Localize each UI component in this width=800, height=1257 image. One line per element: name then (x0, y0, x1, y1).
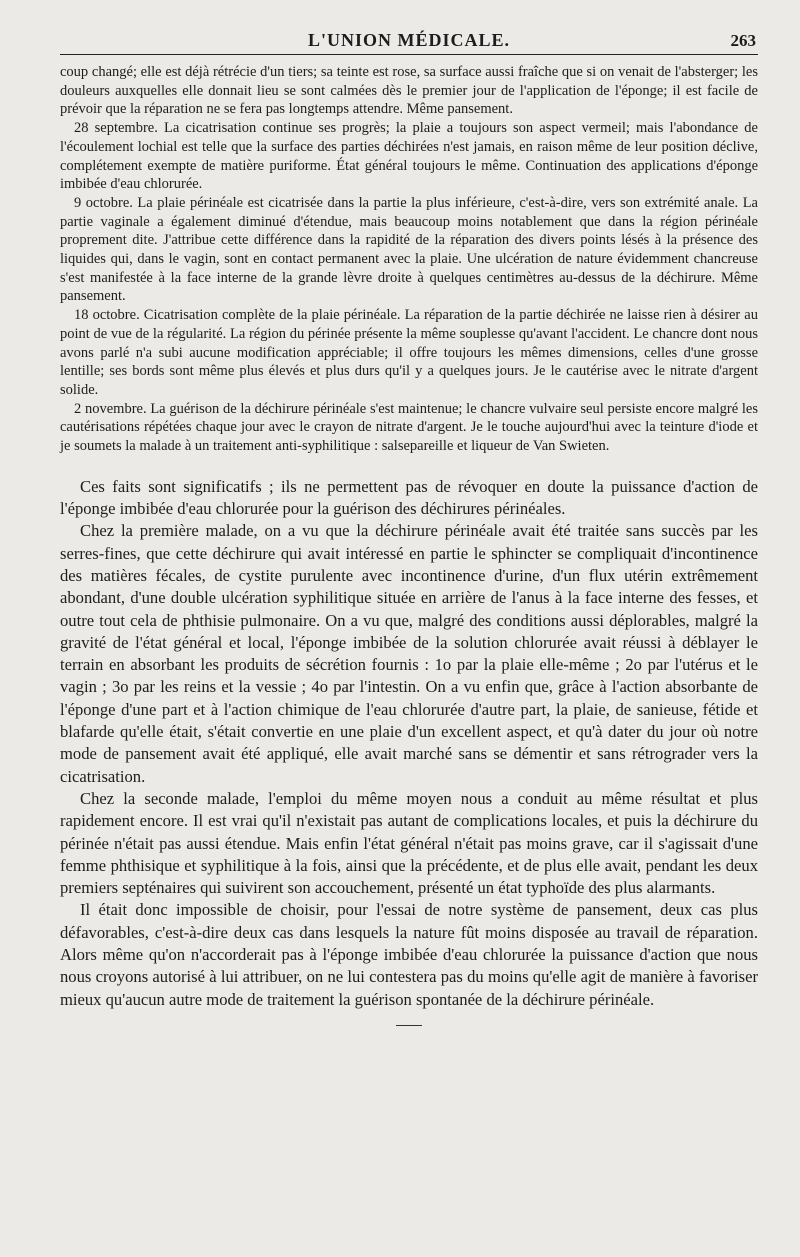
case-note-paragraph: 9 octobre. La plaie périnéale est cicatrisée dans la partie la plus inférieure, c'est-à-dire, vers son extrémité anale. La partie vaginale a également diminué d'étendue, mais beaucoup moins notablement que dans la région périnéale proprement dite. J'attribue cette différence dans la rapidité de la réparation des divers points lésés à la présence des liquides qui, dans le vagin, sont en contact permanent avec la plaie. Une ulcération de nature évidemment chancreuse s'est manifestée à la face interne de la grande lèvre droite à quelques centimètres au-dessus de la déchirure. Même pansement. (60, 194, 758, 305)
discussion-paragraph: Ces faits sont significatifs ; ils ne permettent pas de révoquer en doute la puissance d'action de l'éponge imbibée d'eau chlorurée pour la guérison des déchirures périnéales. (60, 476, 758, 519)
discussion-paragraph: Chez la première malade, on a vu que la déchirure périnéale avait été traitée sans succès par les serres-fines, que cette déchirure qui avait intéressé en partie le sphincter se compliquait d'incontinence des matières fécales, de cystite purulente avec incontinence d'urine, d'un flux utérin extrêmement abondant, d'une double ulcération syphilitique située en arrière de l'anus à la face interne des fesses, et outre tout cela de phthisie pulmonaire. On a vu que, malgré des conditions aussi déplorables, malgré la gravité de l'état général et local, l'éponge imbibée de la solution chlorurée avait réussi à déblayer le terrain en absorbant les produits de sécrétion fournis : 1o par la plaie elle-même ; 2o par l'utérus et le vagin ; 3o par les reins et la vessie ; 4o par l'intestin. On a vu enfin que, grâce à l'action absorbante de l'éponge d'une part et à l'action chimique de l'eau chlorurée d'autre part, la plaie, de sanieuse, fétide et blafarde qu'elle était, s'était convertie en une plaie d'un excellent aspect, et qu'à dater du jour où notre mode de pansement avait été appliqué, elle avait marché sans se démentir et sans rétrograder vers la cicatrisation. (60, 521, 758, 786)
case-note-paragraph: 18 octobre. Cicatrisation complète de la plaie périnéale. La réparation de la partie déchirée ne laisse rien à désirer au point de vue de la régularité. La région du périnée présente la même souplesse qu'avant l'accident. Le chancre dont nous avons parlé n'a subi aucune modification appréciable; il offre toujours les mêmes dimensions, celles d'une grosse lentille; ses bords sont même plus élevés et plus durs qu'il y a quelques jours. Je le cautérise avec le nitrate d'argent solide. (60, 307, 758, 398)
page-number: 263 (730, 31, 756, 50)
journal-title: L'UNION MÉDICALE. (307, 30, 511, 50)
case-note-paragraph: coup changé; elle est déjà rétrécie d'un tiers; sa teinte est rose, sa surface aussi fraîche que si on venait de l'absterger; les douleurs auxquelles elle donnait lieu se sont calmées dès le premier jour de l'application de l'éponge; il est facile de prévoir que la réparation ne se fera pas longtemps attendre. Même pansement. (60, 64, 758, 118)
case-note-paragraph: 28 septembre. La cicatrisation continue ses progrès; la plaie a toujours son aspect vermeil; mais l'abondance de l'écoulement lochial est telle que la surface des parties déchirées n'est jamais, en raison même de leur position déclive, complétement exempte de matière puriforme. État général toujours le même. Continuation des applications d'éponge imbibée d'eau chlorurée. (60, 120, 758, 193)
header-rule (60, 54, 758, 55)
end-rule (396, 1025, 422, 1026)
discussion-paragraph: Chez la seconde malade, l'emploi du même moyen nous a conduit au même résultat et plus rapidement encore. Il est vrai qu'il n'existait pas autant de complications locales, et puis la déchirure du périnée n'était pas aussi étendue. Mais enfin l'état général n'était pas moins grave, car il s'agissait d'une femme phthisique et syphilitique à la fois, ainsi que la précédente, et de plus elle avait, pendant les deux premiers septénaires qui suivirent son accouchement, présenté un état typhoïde des plus alarmants. (60, 788, 758, 898)
case-notes (60, 63, 758, 456)
running-header (60, 28, 758, 54)
case-note-paragraph: 2 novembre. La guérison de la déchirure périnéale s'est maintenue; le chancre vulvaire seul persiste encore malgré les cautérisations répétées chaque jour avec le crayon de nitrate d'argent. Je le touche aujourd'hui avec la teinture d'iode et je soumets la malade à un traitement anti-syphilitique : salsepareille et liqueur de Van Swieten. (60, 400, 758, 455)
discussion (60, 476, 758, 1011)
discussion-paragraph: Il était donc impossible de choisir, pour l'essai de notre système de pansement, deux cas plus défavorables, c'est-à-dire deux cas dans lesquels la nature fût moins disposée au travail de réparation. Alors même qu'on n'accorderait pas à l'éponge imbibée d'eau chlorurée la puissance d'action que nous nous croyons autorisé à lui attribuer, on ne lui contestera pas du moins qu'elle agit de manière à favoriser mieux qu'aucun autre mode de traitement la guérison spontanée de la déchirure périnéale. (60, 900, 758, 1009)
